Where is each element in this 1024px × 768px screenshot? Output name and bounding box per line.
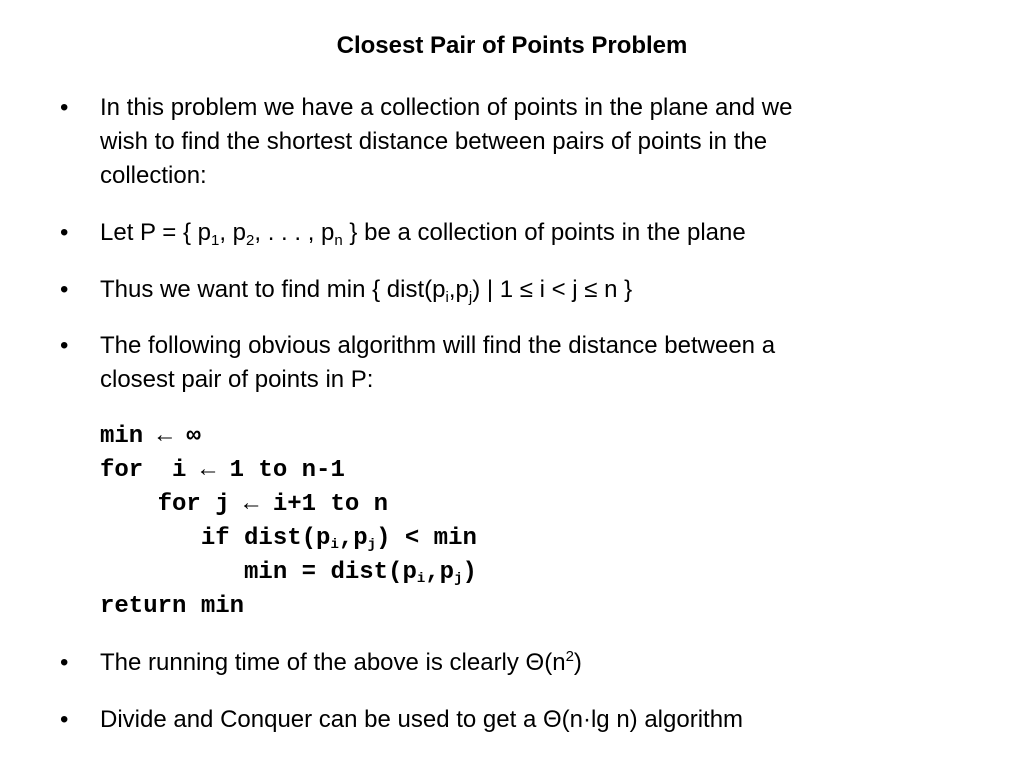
text-run: Thus we want to find min { dist(p	[100, 276, 446, 303]
bullet-text	[100, 216, 960, 250]
bullet-text	[100, 91, 960, 193]
bullet-marker: •	[60, 276, 69, 303]
text-run: Let P = { p	[100, 219, 211, 246]
code-run: min = dist(p	[100, 559, 417, 586]
text-run: )	[573, 649, 582, 676]
code-line: min ← ∞	[100, 423, 201, 450]
pseudocode-block	[100, 420, 477, 624]
bullet-line: wish to find the shortest distance between pairs of points in the	[100, 128, 768, 155]
code-line: return min	[100, 593, 245, 620]
code-line	[100, 556, 477, 590]
text-run: The running time of the above is clearly Θ(n	[100, 649, 566, 676]
code-line: for i ← 1 to n-1	[100, 457, 345, 484]
code-run: ) < min	[376, 525, 477, 552]
text-run: , . . . , p	[254, 219, 335, 246]
bullet-text	[100, 646, 960, 680]
subscript: i	[445, 289, 449, 306]
bullet-marker: •	[60, 219, 69, 246]
bullet-marker: •	[60, 706, 69, 733]
subscript: n	[334, 232, 343, 249]
bullet-text	[100, 329, 960, 397]
subscript: 1	[211, 232, 220, 249]
bullet-marker: •	[60, 649, 69, 676]
text-run: ,p	[448, 276, 469, 303]
superscript: 2	[565, 648, 574, 665]
bullet-line: In this problem we have a collection of points in the plane and we	[100, 94, 793, 121]
text-run: } be a collection of points in the plane	[342, 219, 746, 246]
code-run: )	[462, 559, 477, 586]
bullet-marker: •	[60, 332, 69, 359]
code-line: for j ← i+1 to n	[100, 491, 389, 518]
code-run: ,p	[425, 559, 455, 586]
text-run: ) | 1 ≤ i < j ≤ n }	[472, 276, 633, 303]
subscript: 2	[246, 232, 255, 249]
bullet-line: The following obvious algorithm will find the distance between a	[100, 332, 776, 359]
bullet-marker: •	[60, 94, 69, 121]
subscript: j	[454, 571, 463, 587]
bullet-text: Divide and Conquer can be used to get a Θ(n·lg n) algorithm	[100, 706, 744, 733]
subscript: i	[330, 537, 339, 553]
subscript: i	[416, 571, 426, 587]
slide-title: Closest Pair of Points Problem	[336, 32, 688, 59]
code-run: ,p	[338, 525, 368, 552]
code-line	[100, 522, 477, 556]
subscript: j	[367, 537, 377, 553]
bullet-line: collection:	[100, 162, 207, 189]
bullet-text	[100, 273, 960, 307]
bullet-line: closest pair of points in P:	[100, 366, 374, 393]
subscript: j	[468, 289, 473, 306]
text-run: , p	[219, 219, 247, 246]
code-run: if dist(p	[100, 525, 331, 552]
